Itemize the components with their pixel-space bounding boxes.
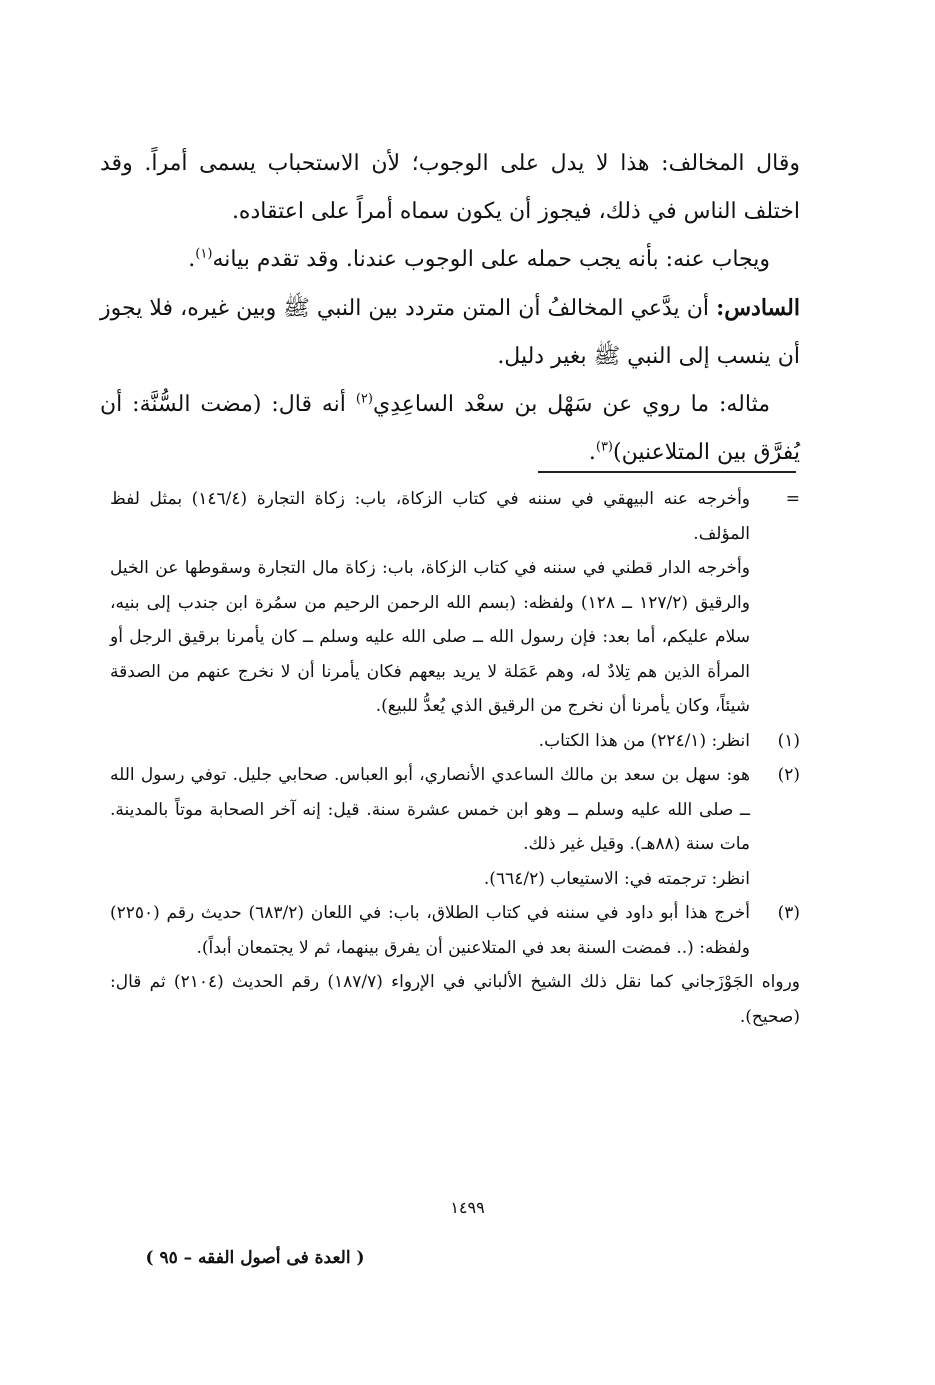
footnote-3-continued bbox=[110, 965, 800, 1034]
paragraph-3: السادس: أن يدَّعي المخالفُ أن المتن متردد بين النبي ﷺ وبين غيره، فلا يجوز أن ينسب إلى النبي ﷺ بغير دليل. bbox=[100, 295, 800, 369]
footnote-ref-3[interactable]: (٣) bbox=[595, 439, 613, 455]
footnote-divider bbox=[538, 471, 796, 473]
footnote-ref-2[interactable]: (٢) bbox=[355, 391, 373, 407]
footnote-text: هو: سهل بن سعد بن مالك الساعدي الأنصاري، أبو العباس. صحابي جليل. توفي رسول الله ــ صلى الله عليه وسلم ــ وهو ابن خمس عشرة سنة. قيل: إنه آخر الصحابة موتاً بالمدينة. مات سنة (٨٨هـ). وقيل غير ذلك. bbox=[110, 765, 750, 854]
footnote-continuation bbox=[110, 482, 800, 724]
footnote-text: انظر: (٢٢٤/١) من هذا الكتاب. bbox=[538, 730, 750, 751]
page-number: ١٤٩٩ bbox=[450, 1198, 485, 1217]
paragraph-4: مثاله: ما روي عن سَهْل بن سعْد الساعِدِي$^{(٢)}$ أنه قال: (مضت السُّنَّة: أن يُفرَّق بين المتلاعنين)$^{(٣)}$. bbox=[100, 391, 800, 465]
footnote-2 bbox=[110, 758, 800, 896]
footnote-text: ورواه الجَوْزَجاني كما نقل ذلك الشيخ الألباني في الإرواء (١٨٧/٧) رقم الحديث (٢١٠٤) ثم قال: (صحيح). bbox=[110, 972, 800, 1027]
main-text bbox=[100, 140, 800, 477]
footnote-ref-1[interactable]: (١) bbox=[195, 246, 213, 262]
footnote-text: انظر: ترجمته في: الاستيعاب (٦٦٤/٢). bbox=[483, 868, 750, 889]
footnote-cont-paragraph-2: وأخرجه الدار قطني في سننه في كتاب الزكاة، باب: زكاة مال التجارة وسقوطها عن الخيل والرقيق (١٢٧/٢ ــ ١٢٨) ولفظه: (بسم الله الرحمن الرحيم من سمُرة ابن جندب إلى بنيه، سلام عليكم، أما بعد: فإن رسول الله ــ صلى الله عليه وسلم ــ كان يأمرنا برقيق الرجل أو المرأة الذين هم تِلادٌ له، وهم عَمَلة لا يريد بيعهم فكان يأمرنا أن لا نخرج عنهم من الصدقة شيئاً، وكان يأمرنا أن نخرج من الرقيق الذي يُعدُّ للبيع). bbox=[110, 558, 750, 716]
footnote-1 bbox=[110, 724, 800, 759]
footnote-cont-paragraph-1: وأخرجه عنه البيهقي في سننه في كتاب الزكاة، باب: زكاة التجارة (١٤٦/٤) بمثل لفظ المؤلف. bbox=[110, 489, 750, 544]
footnotes bbox=[110, 482, 800, 1034]
paragraph-2: ويجاب عنه: بأنه يجب حمله على الوجوب عندنا. وقد تقدم بيانه$^{(١)}$. bbox=[188, 246, 770, 272]
continuation-marker: = bbox=[785, 489, 800, 509]
footnote-number: (٣) bbox=[777, 903, 800, 923]
footnote-text: أخرج هذا أبو داود في سننه في كتاب الطلاق، باب: في اللعان (٦٨٣/٢) حديث رقم (٢٢٥٠) ولفظه: (.. فمضت السنة بعد في المتلاعنين أن يفرق بينهما، ثم لا يجتمعان أبداً). bbox=[110, 903, 751, 958]
footnote-number: (١) bbox=[777, 730, 800, 751]
book-footer-signature: ( العدة فى أصول الفقه – ٩٥ ) bbox=[145, 1248, 365, 1268]
footnote-3 bbox=[110, 896, 800, 965]
paragraph-1: وقال المخالف: هذا لا يدل على الوجوب؛ لأن الاستحباب يسمى أمراً. وقد اختلف الناس في ذلك، فيجوز أن يكون سماه أمراً على اعتقاده. bbox=[100, 151, 800, 224]
section-label: السادس: bbox=[716, 295, 800, 321]
footnote-number: (٢) bbox=[777, 765, 800, 785]
